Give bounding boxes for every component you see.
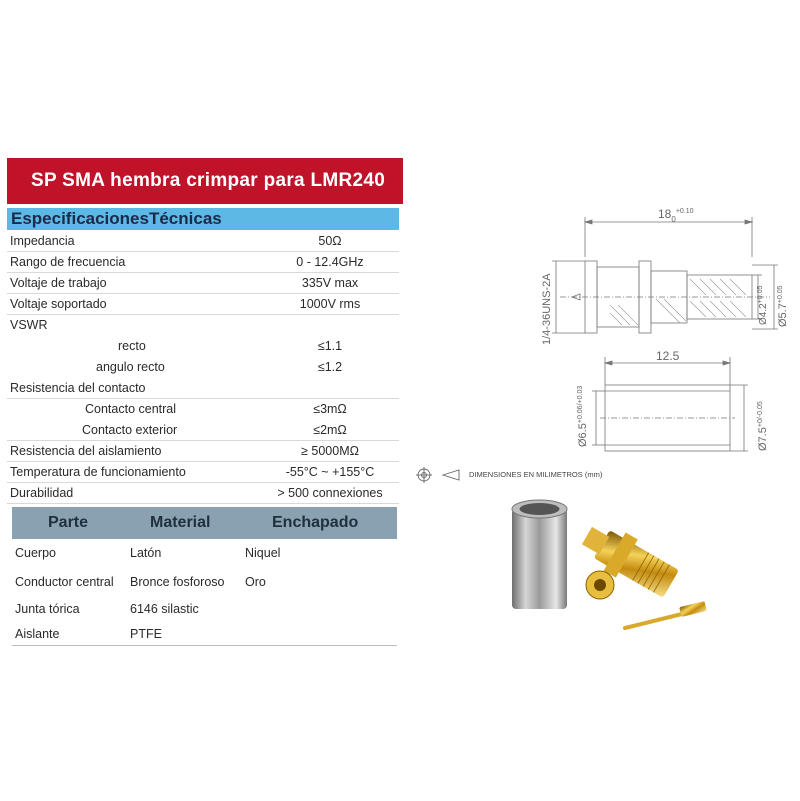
- outer-diameter-label: $Ø5.7^{+0.05}$: [777, 285, 789, 327]
- materials-header-plating: Enchapado: [272, 514, 359, 531]
- spec-row: [10, 231, 400, 251]
- row-divider: [7, 272, 399, 273]
- spec-row: [10, 357, 400, 377]
- spec-label: Voltaje soportado: [10, 297, 107, 311]
- materials-header: [12, 507, 397, 539]
- spec-label: VSWR: [10, 318, 48, 332]
- thread-label: 1/4-36UNS-2A: [541, 273, 553, 345]
- spec-row: [10, 273, 400, 293]
- dimension-drawing: [530, 195, 790, 465]
- row-divider: [7, 293, 399, 294]
- ferrule-inner-diameter-label: $Ø6.5^{+0.06/+0.03}$: [577, 385, 589, 447]
- ferrule-length-label: 12.5: [656, 349, 680, 363]
- materials-header-material: Material: [150, 514, 211, 531]
- row-divider: [7, 251, 399, 252]
- length-dim-label: $18_0^{+0.10}$: [658, 207, 694, 224]
- spec-label: recto: [118, 339, 146, 353]
- spec-value: ≥ 5000MΩ: [301, 444, 359, 458]
- product-photo: [500, 495, 715, 640]
- spec-value: 335V max: [301, 276, 359, 290]
- spec-row: [10, 399, 400, 419]
- center-pin-part: [625, 601, 707, 628]
- row-divider: [7, 482, 399, 483]
- spec-row: [10, 420, 400, 440]
- material-row: [15, 624, 395, 646]
- row-divider: [7, 314, 399, 315]
- material-cell-part: Aislante: [15, 627, 60, 641]
- spec-label: Contacto exterior: [82, 423, 178, 437]
- material-row: [15, 572, 395, 594]
- row-divider: [7, 398, 399, 399]
- row-divider: [7, 461, 399, 462]
- material-cell-part: Junta tórica: [15, 602, 80, 616]
- material-cell-part: Conductor central: [15, 575, 114, 589]
- spec-row: [10, 441, 400, 461]
- spec-row: [10, 462, 400, 482]
- spec-label: Resistencia del aislamiento: [10, 444, 162, 458]
- spec-label: Rango de frecuencia: [10, 255, 126, 269]
- material-row: [15, 599, 395, 621]
- spec-value: 1000V rms: [299, 297, 361, 311]
- spec-label: angulo recto: [96, 360, 165, 374]
- material-cell-part: Cuerpo: [15, 546, 56, 560]
- material-cell-plating: Niquel: [245, 546, 281, 560]
- spec-value: ≤2mΩ: [313, 423, 347, 437]
- material-row: [15, 543, 395, 565]
- ferrule-outer-diameter-label: $Ø7.5^{+0/-0.05}$: [757, 401, 769, 451]
- material-cell-material: PTFE: [130, 627, 162, 641]
- spec-row: [10, 378, 400, 398]
- materials-header-part: Parte: [48, 514, 89, 531]
- spec-row: [10, 315, 400, 335]
- material-cell-material: 6146 silastic: [130, 602, 199, 616]
- materials-table-bottom-rule: [12, 645, 397, 646]
- product-title: SP SMA hembra crimpar para LMR240: [7, 158, 403, 204]
- spec-row: [10, 252, 400, 272]
- spec-row: [10, 294, 400, 314]
- spec-label: Durabilidad: [10, 486, 74, 500]
- material-cell-material: Latón: [130, 546, 162, 560]
- spec-label: Resistencia del contacto: [10, 381, 146, 395]
- spec-value: > 500 connexiones: [277, 486, 383, 500]
- row-divider: [7, 503, 399, 504]
- spec-value: 0 - 12.4GHz: [296, 255, 364, 269]
- spec-row: [10, 483, 400, 503]
- spec-label: Impedancia: [10, 234, 75, 248]
- spec-value: ≤3mΩ: [313, 402, 347, 416]
- spec-label: Voltaje de trabajo: [10, 276, 107, 290]
- spec-label: Contacto central: [85, 402, 177, 416]
- material-cell-material: Bronce fosforoso: [130, 575, 225, 589]
- spec-row: [10, 336, 400, 356]
- spec-value: -55°C ~ +155°C: [285, 465, 375, 479]
- spec-label: Temperatura de funcionamiento: [10, 465, 186, 479]
- spec-value: ≤1.2: [317, 360, 343, 374]
- projection-symbol-icon: [415, 465, 465, 485]
- spec-value: ≤1.1: [317, 339, 343, 353]
- row-divider: [7, 440, 399, 441]
- material-cell-plating: Oro: [245, 575, 266, 589]
- specifications-header: EspecificacionesTécnicas: [7, 208, 399, 230]
- dimensions-note: DIMENSIONES EN MILIMETROS (mm): [415, 465, 465, 485]
- spec-value: 50Ω: [318, 234, 342, 248]
- ferrule-part: [512, 509, 567, 609]
- inner-diameter-label: $Ø4.2^{+0.05}$: [757, 285, 769, 325]
